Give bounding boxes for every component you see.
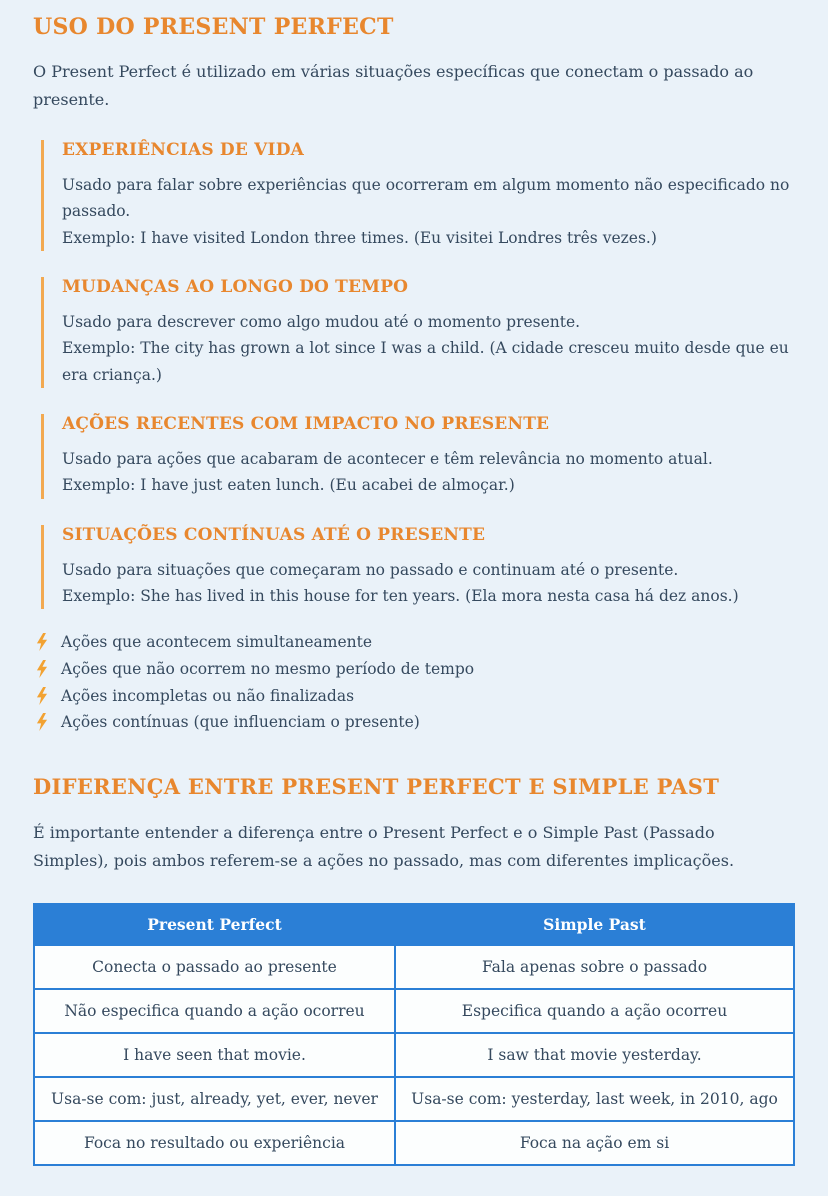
page-title: USO DO PRESENT PERFECT [33,14,394,40]
comparison-table [33,903,795,1166]
section-body: Usado para descrever como algo mudou até o momento presente. [62,313,581,332]
table-cell: I saw that movie yesterday. [395,1033,794,1077]
section-title: EXPERIÊNCIAS DE VIDA [62,140,305,160]
section-acoes-recentes [41,414,795,499]
comparison-intro-paragraph: É importante entender a diferença entre o Present Perfect e o Simple Past (Passado Simples), pois ambos referem-se a ações no passado, mas com diferentes implicações. [33,823,735,871]
table-cell: Fala apenas sobre o passado [395,945,794,989]
section-example: Exemplo: I have visited London three times. (Eu visitei Londres três vezes.) [62,228,657,247]
section-situacoes-continuas [41,525,795,610]
list-item-text: Ações que acontecem simultaneamente [61,633,373,652]
section-title: SITUAÇÕES CONTÍNUAS ATÉ O PRESENTE [62,524,486,545]
table-cell: Foca no resultado ou experiência [34,1121,395,1165]
table-cell: Usa-se com: yesterday, last week, in 2010, ago [395,1077,794,1121]
section-title: AÇÕES RECENTES COM IMPACTO NO PRESENTE [62,414,550,435]
section-example: Exemplo: She has lived in this house for ten years. (Ela mora nesta casa há dez anos.) [62,587,739,606]
section-body: Usado para falar sobre experiências que ocorreram em algum momento não especificado no passado. [62,176,790,221]
list-item [35,656,795,683]
table-header-simple-past: Simple Past [395,904,794,945]
list-item-text: Ações contínuas (que influenciam o presente) [61,713,420,732]
table-row [34,945,794,989]
table-row [34,1121,794,1165]
table-cell: Não especifica quando a ação ocorreu [34,989,395,1033]
bullet-list [35,629,795,736]
list-item [35,629,795,656]
list-item [35,709,795,736]
table-row [34,989,794,1033]
list-item-text: Ações incompletas ou não finalizadas [61,686,355,705]
lightning-bolt-icon [35,633,49,651]
comparison-section-title: DIFERENÇA ENTRE PRESENT PERFECT E SIMPLE PAST [33,774,720,800]
section-example: Exemplo: The city has grown a lot since I was a child. (A cidade cresceu muito desde que eu era criança.) [62,339,789,384]
table-row [34,1077,794,1121]
section-example: Exemplo: I have just eaten lunch. (Eu acabei de almoçar.) [62,476,515,495]
list-item [35,683,795,710]
intro-paragraph: O Present Perfect é utilizado em várias situações específicas que conectam o passado ao presente. [33,62,754,109]
table-cell: I have seen that movie. [34,1033,395,1077]
table-row [34,1033,794,1077]
table-cell: Conecta o passado ao presente [34,945,395,989]
table-cell: Foca na ação em si [395,1121,794,1165]
section-body: Usado para ações que acabaram de acontecer e têm relevância no momento atual. [62,450,713,469]
table-cell: Especifica quando a ação ocorreu [395,989,794,1033]
section-body: Usado para situações que começaram no passado e continuam até o presente. [62,560,679,579]
list-item-text: Ações que não ocorrem no mesmo período de tempo [61,660,475,679]
lightning-bolt-icon [35,713,49,731]
table-cell: Usa-se com: just, already, yet, ever, never [34,1077,395,1121]
section-mudancas-ao-longo-do-tempo [41,277,795,388]
section-experiencias-de-vida [41,140,795,251]
table-header-row [34,904,794,945]
lightning-bolt-icon [35,687,49,705]
table-header-present-perfect: Present Perfect [34,904,395,945]
section-title: MUDANÇAS AO LONGO DO TEMPO [62,277,409,298]
lightning-bolt-icon [35,660,49,678]
